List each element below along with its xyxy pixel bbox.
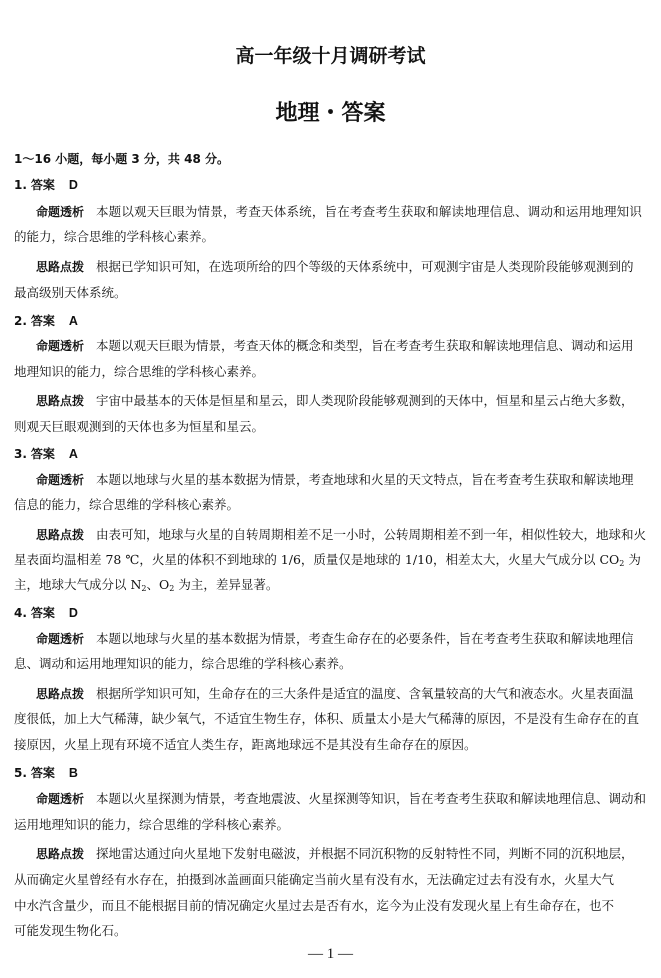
analysis-text: 本题以地球与火星的基本数据为情景，考查地球和火星的天文特点，旨在考查考生获取和解读地理 [95,472,634,487]
hint-text: 可能发现生物化石。 [14,923,127,938]
question-2-hint [36,393,648,409]
hint-text: 星表面均温相差 78 ℃，火星的体积不到地球的 1/6，质量仅是地球的 1/10，相差太大，火星大气成分以 CO [14,552,620,567]
question-2-header [14,313,648,329]
answer-value: D [68,606,78,620]
hint-text: 主，地球大气成分以 N [14,577,142,592]
hint-label: 思路点拨 [36,260,85,274]
subject-title: 地理・答案 [275,100,386,126]
answer-value: A [68,447,78,461]
question-number: 3. [14,447,27,461]
hint-text: 、O [146,577,170,592]
answer-label: 答案 [30,766,55,780]
hint-text: 最高级别天体系统。 [14,285,127,300]
hint-text: 根据已学知识可知，在选项所给的四个等级的天体系统中，可观测宇宙是人类现阶段能够观测到的 [95,259,634,274]
hint-text: 为主，差异显著。 [178,577,279,592]
question-4-analysis [36,631,648,647]
hint-text: 宇宙中最基本的天体是恒星和星云，即人类现阶段能够观测到的天体中，恒星和星云占绝大多数， [95,393,634,408]
hint-text-with-co2 [14,552,648,568]
question-1-header [14,177,648,193]
question-5-analysis [36,791,648,807]
question-number: 5. [14,766,27,780]
analysis-text: 本题以观天巨眼为情景，考查天体的概念和类型，旨在考查考生获取和解读地理信息、调动和运用 [95,338,634,353]
answer-label: 答案 [30,606,55,620]
analysis-label: 命题透析 [36,339,85,353]
question-number: 1. [14,178,27,192]
hint-label: 思路点拨 [36,847,85,861]
answer-label: 答案 [30,447,55,461]
hint-text: 度很低，加上大气稀薄，缺少氧气，不适宜生物生存，体积、质量太小是大气稀薄的原因，不是没有生命存在的直 [14,711,640,726]
question-3-header [14,446,648,462]
question-5-header [14,765,648,781]
section-intro: 1～16 小题，每小题 3 分，共 48 分。 [14,152,229,166]
subscript: 2 [141,584,147,593]
answer-label: 答案 [30,178,55,192]
answer-value: B [68,766,78,780]
analysis-text: 本题以火星探测为情景，考查地震波、火星探测等知识，旨在考查考生获取和解读地理信息、调动和 [95,791,646,806]
question-1-hint [36,259,648,275]
hint-text: 为 [624,552,641,567]
analysis-text: 本题以地球与火星的基本数据为情景，考查生命存在的必要条件，旨在考查考生获取和解读地理信 [95,631,634,646]
analysis-label: 命题透析 [36,632,85,646]
analysis-label: 命题透析 [36,792,85,806]
question-number: 2. [14,314,27,328]
analysis-text: 本题以观天巨眼为情景，考查天体系统，旨在考查考生获取和解读地理信息、调动和运用地理知识 [95,204,643,219]
hint-text: 由表可知，地球与火星的自转周期相差不足一小时，公转周期相差不到一年，相似性较大，地球和火 [95,527,646,542]
question-2-analysis [36,338,648,354]
subscript: 2 [619,559,625,568]
hint-label: 思路点拨 [36,687,85,701]
page-number: — 1 — [308,946,353,962]
hint-text: 接原因，火星上现有环境不适宜人类生存，距离地球远不是其没有生命存在的原因。 [14,737,477,752]
hint-text: 根据所学知识可知，生命存在的三大条件是适宜的温度、含氧量较高的大气和液态水。火星表面温 [95,686,634,701]
question-4-header [14,605,648,621]
hint-label: 思路点拨 [36,394,85,408]
hint-text: 中水汽含量少，而且不能根据目前的情况确定火星过去是否有水，迄今为止没有发现火星上有生命存在，也不 [14,898,615,913]
analysis-text: 信息的能力，综合思维的学科核心素养。 [14,497,240,512]
answer-label: 答案 [30,314,55,328]
question-1-analysis [36,204,648,220]
hint-text: 则观天巨眼观测到的天体也多为恒星和星云。 [14,419,265,434]
analysis-text: 运用地理知识的能力，综合思维的学科核心素养。 [14,817,290,832]
question-3-hint [36,527,648,543]
exam-title: 高一年级十月调研考试 [235,45,426,67]
analysis-label: 命题透析 [36,473,85,487]
question-3-analysis [36,472,648,488]
hint-text: 从而确定火星曾经有水存在，拍摄到冰盖画面只能确定当前火星有没有水，无法确定过去有没有水，火星大气 [14,872,615,887]
answer-value: D [68,178,78,192]
hint-label: 思路点拨 [36,528,85,542]
analysis-text: 的能力，综合思维的学科核心素养。 [14,229,215,244]
answer-value: A [68,314,78,328]
question-number: 4. [14,606,27,620]
question-5-hint [36,846,648,862]
question-4-hint [36,686,648,702]
subscript: 2 [169,584,175,593]
analysis-text: 息、调动和运用地理知识的能力，综合思维的学科核心素养。 [14,656,352,671]
analysis-text: 地理知识的能力，综合思维的学科核心素养。 [14,364,265,379]
analysis-label: 命题透析 [36,205,85,219]
hint-text: 探地雷达通过向火星地下发射电磁波，并根据不同沉积物的反射特性不同，判断不同的沉积地层， [95,846,634,861]
hint-text-with-n2-o2 [14,577,648,593]
